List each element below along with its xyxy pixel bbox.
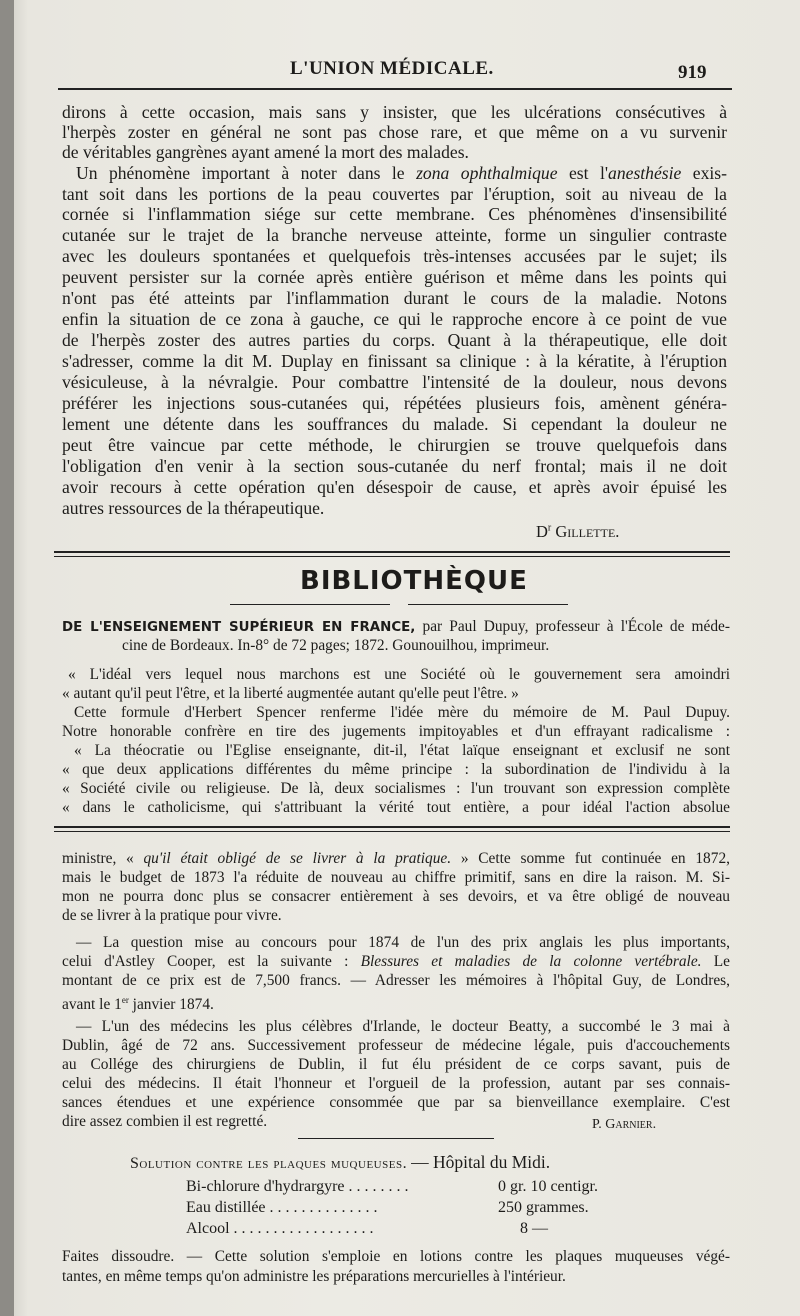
- article-line: n'ont pas été atteints par l'inflammation durant le cours de la maladie. Notons: [62, 288, 727, 308]
- article-line: autres ressources de la thérapeutique.: [62, 498, 325, 518]
- review-line: Notre honorable confrère en tire des jugements impitoyables et d'un effrayant radicalisme :: [62, 723, 730, 740]
- news-line: au Collége des chirurgiens de Dublin, il fut élu président de ce corps savant, puis de: [62, 1056, 730, 1073]
- ingredient-qty: 250 grammes.: [498, 1199, 589, 1216]
- news-line: sances étendues et une expérience consommée que par sa bienveillance exemplaire. C'est: [62, 1094, 730, 1111]
- formula-rule: [298, 1138, 494, 1139]
- section-rule: [54, 826, 730, 828]
- article-line: tant soit dans les portions de la peau couvertes par l'éruption, soit au niveau de la: [62, 184, 727, 204]
- article-line: enfin la situation de ce zona à gauche, ce qui le rapproche encore à ce point de vue: [62, 309, 727, 329]
- review-line: « Société civile ou religieuse. De là, deux socialismes : l'un trouvant son expression complète: [62, 780, 730, 797]
- leader-dots: . . . . . . . . . . . . . . . . . .: [229, 1220, 374, 1237]
- review-title: DE L'ENSEIGNEMENT SUPÉRIEUR EN FRANCE,: [62, 620, 416, 635]
- article-line: lement une détente dans les souffrances du malade. Si cependant la douleur ne: [62, 414, 727, 434]
- article-line: s'adresser, comme la dit M. Duplay en finissant sa clinique : à la kératite, à l'éruption: [62, 351, 727, 371]
- formula-note: tantes, en même temps qu'on administre les préparations mercurielles à l'intérieur.: [62, 1268, 566, 1285]
- news-line: avant le 1er janvier 1874.: [62, 995, 214, 1014]
- article-line: l'obligation d'en venir à la section sous-cutanée du nerf frontal; mais il ne doit: [62, 456, 727, 476]
- section-rule: [54, 551, 730, 553]
- article-line: vésiculeuse, à la névralgie. Pour combattre l'intensité de la douleur, nous devons: [62, 372, 727, 392]
- article-signature: $D^r$ Gillette.: [536, 522, 620, 541]
- section-heading: BIBLIOTHÈQUE: [300, 566, 528, 596]
- ingredient-qty: 8 —: [520, 1220, 548, 1237]
- ingredient-row: [186, 1178, 646, 1196]
- review-meta: cine de Bordeaux. In-8° de 72 pages; 1872. Gounouilhou, imprimeur.: [122, 637, 550, 654]
- news-line: montant de ce prix est de 7,500 francs. — Adresser les mémoires à l'hôpital Guy, de Londres,: [62, 972, 730, 989]
- article-line: dirons à cette occasion, mais sans y insister, que les ulcérations consécutives à: [62, 102, 727, 122]
- news-line: mais le budget de 1873 l'a réduite de nouveau au chiffre primitif, sans en dire la raison. M. Si-: [62, 869, 730, 886]
- review-heading: [62, 618, 730, 637]
- news-line: de se livrer à la pratique pour vivre.: [62, 907, 282, 924]
- ingredient-row: [186, 1199, 646, 1217]
- formula-heading: [130, 1152, 550, 1173]
- leader-dots: . . . . . . . .: [344, 1178, 409, 1195]
- article-line: peut être vaincue par cette méthode, le chirurgien se trouve quelquefois dans: [62, 435, 727, 455]
- news-line: mon ne pourra donc plus se consacrer entièrement à ses devoirs, et va être obligé de nouveau: [62, 888, 730, 905]
- formula-title: Solution contre les plaques muqueuses.: [130, 1155, 408, 1172]
- article-line: cornée si l'inflammation siége sur cette membrane. Ces phénomènes d'insensibilité: [62, 204, 727, 224]
- article-line: de véritables gangrènes ayant amené la mort des malades.: [62, 142, 469, 162]
- news-line: Dublin, âgé de 72 ans. Successivement professeur de médecine légale, puis d'accouchements: [62, 1037, 730, 1054]
- review-line: « que deux applications différentes du même principe : la subordination de l'individu à la: [62, 761, 730, 778]
- running-head: L'UNION MÉDICALE.: [290, 58, 494, 79]
- heading-underline: [230, 604, 390, 605]
- news-line: — La question mise au concours pour 1874 de l'un des prix anglais les plus importants,: [76, 934, 730, 951]
- ingredient-row: [186, 1220, 646, 1238]
- page-sheet: [14, 0, 800, 1316]
- news-line: celui des médecins. Il était l'honneur et l'orgueil de la profession, autant par ses connais-: [62, 1075, 730, 1092]
- news-line: ministre, « qu'il était obligé de se livrer à la pratique. » Cette somme fut continuée en 1872,: [62, 850, 730, 867]
- review-line: « autant qu'il peut l'être, et la liberté augmentée autant qu'elle peut l'être. »: [62, 685, 519, 702]
- ingredient-name: Alcool: [186, 1220, 230, 1237]
- news-line: celui d'Astley Cooper, est la suivante : Blessures et maladies de la colonne vertébrale. Le: [62, 953, 730, 970]
- article-line: l'herpès zoster en général ne sont pas chose rare, et que même on a vu survenir: [62, 122, 727, 142]
- heading-underline: [408, 604, 568, 605]
- ingredient-name: Eau distillée: [186, 1199, 266, 1216]
- leader-dots: . . . . . . . . . . . . . .: [265, 1199, 378, 1216]
- article-line: avoir recours à cette opération qu'en désespoir de cause, et après avoir épuisé les: [62, 477, 727, 497]
- review-line: « L'idéal vers lequel nous marchons est une Société où le gouvernement sera amoindri: [68, 666, 730, 683]
- ingredient-qty: 0 gr. 10 centigr.: [498, 1178, 598, 1195]
- news-line: dire assez combien il est regretté.: [62, 1113, 268, 1130]
- ingredient-name: Bi-chlorure d'hydrargyre: [186, 1178, 345, 1195]
- page-number: 919: [678, 62, 707, 83]
- article-line: cutanée sur le trajet de la branche nerveuse atteinte, forme un singulier contraste: [62, 225, 727, 245]
- review-line: Cette formule d'Herbert Spencer renferme l'idée mère du mémoire de M. Paul Dupuy.: [74, 704, 730, 721]
- review-line: « La théocratie ou l'Eglise enseignante, dit-il, l'état laïque enseignant et exclusif ne sont: [74, 742, 730, 759]
- article-line: de l'herpès zoster des autres parties du corps. Quant à la thérapeutique, elle doit: [62, 330, 727, 350]
- review-line: « dans le catholicisme, qui s'attribuant la vérité tout entière, a pour idéal l'action absolue: [62, 799, 730, 816]
- news-line: — L'un des médecins les plus célèbres d'Irlande, le docteur Beatty, a succombé le 3 mai à: [76, 1018, 730, 1035]
- article-line: peuvent persister sur la cornée après entière guérison et même dans les points qui: [62, 267, 727, 287]
- header-rule: [58, 88, 732, 90]
- review-meta: par Paul Dupuy, professeur à l'École de méde-: [422, 618, 730, 635]
- section-rule: [54, 556, 730, 557]
- article-line: avec les douleurs spontanées et quelquefois très-intenses accusées par le sujet; ils: [62, 246, 727, 266]
- formula-source: — Hôpital du Midi.: [411, 1152, 551, 1172]
- article-line: Un phénomène important à noter dans le zona ophthalmique est l'anesthésie exis-: [76, 163, 727, 183]
- news-signature: P. Garnier.: [592, 1117, 657, 1132]
- formula-note: Faites dissoudre. — Cette solution s'emploie en lotions contre les plaques muqueuses végé-: [62, 1248, 730, 1265]
- article-line: préférer les injections sous-cutanées qui, répétées plusieurs fois, amènent généra-: [62, 393, 727, 413]
- section-rule: [54, 831, 730, 832]
